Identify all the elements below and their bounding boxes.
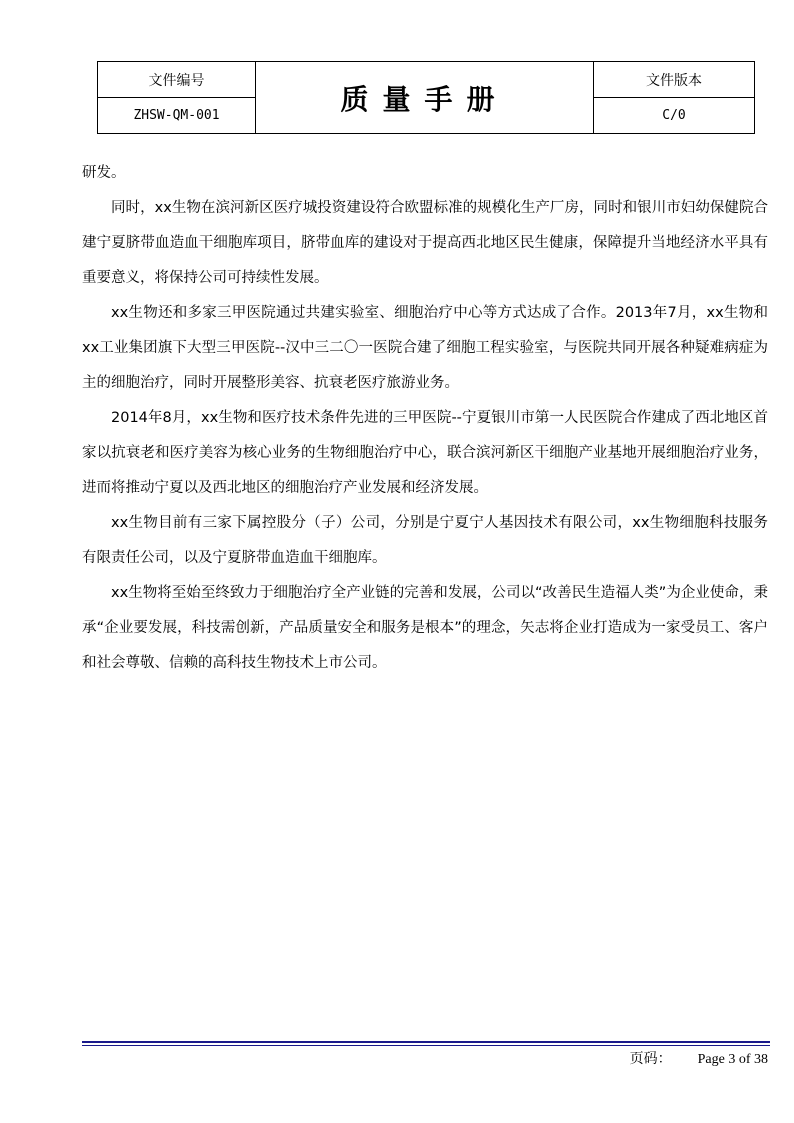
paragraph: xx生物将至始至终致力于细胞治疗全产业链的完善和发展，公司以“改善民生造福人类”为企业使命，秉承“企业要发展，科技需创新，产品质量安全和服务是根本”的理念，矢志将企业打造成为一家受员工、客户和社会尊敬、信赖的高科技生物技术上市公司。: [82, 585, 768, 671]
paragraph: xx生物目前有三家下属控股分（子）公司，分别是宁夏宁人基因技术有限公司，xx生物细胞科技服务有限责任公司，以及宁夏脐带血造血干细胞库。: [82, 515, 768, 566]
page-number-label: 页码：: [629, 1051, 672, 1067]
paragraph-continuation: 研发。: [82, 165, 126, 181]
doc-version-label: 文件版本: [594, 62, 755, 98]
page-number: Page 3 of 38: [697, 1052, 768, 1067]
paragraph: xx生物还和多家三甲医院通过共建实验室、细胞治疗中心等方式达成了合作。2013年7月，xx生物和xx工业集团旗下大型三甲医院--汉中三二〇一医院合建了细胞工程实验室，与医院共同开展各种疑难病症为主的细胞治疗，同时开展整形美容、抗衰老医疗旅游业务。: [82, 305, 768, 391]
page-footer: [630, 1048, 768, 1071]
footer-divider: [82, 1041, 770, 1043]
doc-number-label: 文件编号: [98, 62, 256, 98]
document-body: [82, 156, 768, 681]
footer-divider-thin: [82, 1045, 770, 1046]
doc-number-value: ZHSW-QM-001: [98, 98, 256, 134]
document-title: 质量手册: [256, 62, 594, 134]
document-header-table: [97, 61, 755, 134]
paragraph: 2014年8月，xx生物和医疗技术条件先进的三甲医院--宁夏银川市第一人民医院合作建成了西北地区首家以抗衰老和医疗美容为核心业务的生物细胞治疗中心，联合滨河新区干细胞产业基地开展细胞治疗业务，进而将推动宁夏以及西北地区的细胞治疗产业发展和经济发展。: [82, 410, 768, 496]
paragraph: 同时，xx生物在滨河新区医疗城投资建设符合欧盟标准的规模化生产厂房，同时和银川市妇幼保健院合建宁夏脐带血造血干细胞库项目，脐带血库的建设对于提高西北地区民生健康，保障提升当地经济水平具有重要意义，将保持公司可持续性发展。: [82, 200, 768, 286]
doc-version-value: C/0: [594, 98, 755, 134]
